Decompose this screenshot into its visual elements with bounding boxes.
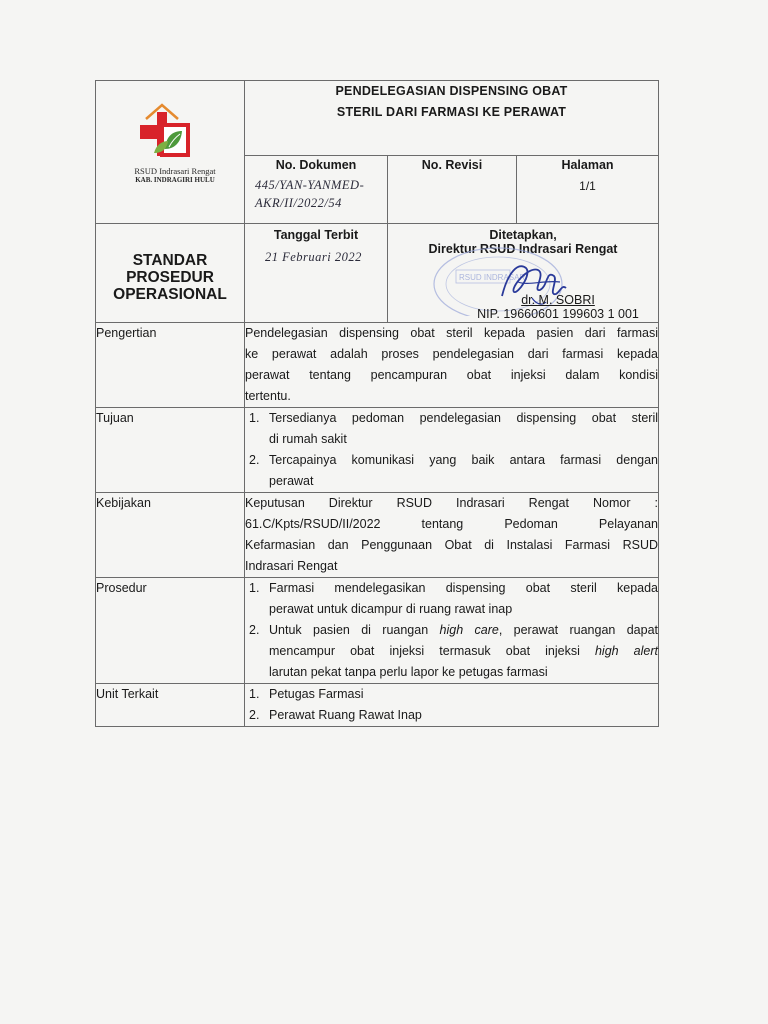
unit-item-1-num: 1.	[249, 687, 260, 701]
director-nip: NIP. 19660601 199603 1 001	[477, 307, 639, 321]
stamp-text: RSUD INDRASARI	[459, 273, 528, 282]
no-dokumen-value-1: 445/YAN-YANMED-	[255, 178, 365, 193]
tujuan-item-1-line-1: Tersedianya pedoman pendelegasian dispensing obat steril	[269, 411, 659, 425]
prosedur-item-2-num: 2.	[249, 623, 260, 637]
list-item	[245, 408, 658, 450]
prosedur-item-2-line-1	[269, 620, 658, 641]
prosedur-item-1-num: 1.	[249, 581, 260, 595]
document-title	[245, 81, 659, 156]
kebijakan-line-2: 61.C/Kpts/RSUD/II/2022 tentang Pedoman Pelayanan	[245, 517, 659, 531]
unit-item-2-text: Perawat Ruang Rawat Inap	[269, 708, 422, 722]
prosedur-item-2-high-care: high care	[439, 623, 499, 637]
tujuan-item-1-line-2: di rumah sakit	[269, 432, 347, 446]
no-revisi-cell	[388, 156, 517, 224]
kebijakan-line-1: Keputusan Direktur RSUD Indrasari Rengat Nomor :	[245, 496, 659, 510]
prosedur-item-2-line-3: larutan pekat tanpa perlu lapor ke petugas farmasi	[269, 665, 548, 679]
hospital-cross-leaf-icon	[116, 97, 234, 157]
list-item	[245, 450, 658, 492]
tanggal-terbit-label: Tanggal Terbit	[273, 228, 359, 242]
sop-line-3: OPERASIONAL	[113, 286, 227, 303]
prosedur-content	[245, 578, 659, 684]
prosedur-item-2-line-2	[269, 641, 658, 662]
hospital-logo	[116, 97, 234, 185]
no-dokumen-cell	[245, 156, 388, 224]
logo-regency-name: KAB. INDRAGIRI HULU	[135, 176, 215, 184]
no-dokumen-label: No. Dokumen	[275, 158, 357, 173]
unit-terkait-content	[245, 684, 659, 727]
tujuan-content	[245, 408, 659, 493]
unit-item-1-text: Petugas Farmasi	[269, 687, 364, 701]
director-title: Direktur RSUD Indrasari Rengat	[428, 242, 618, 256]
title-line-1: PENDELEGASIAN DISPENSING OBAT	[335, 84, 568, 98]
kebijakan-content	[245, 493, 659, 578]
sop-line-1: STANDAR	[132, 252, 208, 269]
no-dokumen-value-2: AKR/II/2022/54	[255, 196, 342, 211]
no-revisi-label: No. Revisi	[421, 158, 483, 173]
title-line-2: STERIL DARI FARMASI KE PERAWAT	[336, 105, 567, 119]
halaman-cell	[517, 156, 659, 224]
ditetapkan-label: Ditetapkan,	[489, 228, 557, 242]
kebijakan-label: Kebijakan	[96, 493, 245, 578]
pengertian-label: Pengertian	[96, 323, 245, 408]
list-item	[245, 684, 658, 705]
tujuan-item-2-line-1: Tercapainya komunikasi yang baik antara farmasi dengan	[269, 453, 659, 467]
list-item	[245, 705, 658, 726]
pengertian-line-3: perawat tentang pencampuran obat injeksi dalam kondisi	[245, 368, 659, 382]
tanggal-terbit-value: 21 Februari 2022	[265, 250, 362, 264]
ditetapkan-cell	[388, 224, 659, 323]
list-item	[245, 578, 658, 620]
pengertian-line-1: Pendelegasian dispensing obat steril kepada pasien dari farmasi	[245, 326, 659, 340]
pengertian-line-2: ke perawat adalah proses pendelegasian dari farmasi kepada	[245, 347, 659, 361]
sop-label-cell	[96, 224, 245, 323]
tanggal-terbit-cell	[245, 224, 388, 323]
prosedur-item-1-line-2: perawat untuk dicampur di ruang rawat inap	[269, 602, 513, 616]
prosedur-item-2-text-c: , perawat ruangan dapat	[498, 623, 658, 637]
prosedur-item-2-text-a: Untuk pasien di ruangan	[269, 623, 440, 637]
director-name: dr. M. SOBRI	[521, 293, 595, 307]
kebijakan-line-4: Indrasari Rengat	[245, 559, 338, 573]
sop-line-2: PROSEDUR	[126, 269, 214, 286]
halaman-value: 1/1	[579, 179, 596, 194]
prosedur-item-2-text-d: mencampur obat injeksi termasuk obat injeksi	[269, 644, 595, 658]
unit-item-2-num: 2.	[249, 708, 260, 722]
kebijakan-line-3: Kefarmasian dan Penggunaan Obat di Instalasi Farmasi RSUD	[245, 538, 659, 552]
tujuan-item-2-line-2: perawat	[269, 474, 314, 488]
logo-hospital-name: RSUD Indrasari Rengat	[134, 166, 216, 176]
prosedur-label: Prosedur	[96, 578, 245, 684]
logo-cell	[96, 81, 245, 224]
unit-terkait-label: Unit Terkait	[96, 684, 245, 727]
tujuan-item-2-num: 2.	[249, 453, 260, 467]
tujuan-item-1-num: 1.	[249, 411, 260, 425]
prosedur-item-1-line-1: Farmasi mendelegasikan dispensing obat steril kepada	[269, 581, 659, 595]
prosedur-item-2-high-alert: high alert	[594, 644, 658, 658]
tujuan-label: Tujuan	[96, 408, 245, 493]
halaman-label: Halaman	[561, 158, 614, 173]
pengertian-content	[245, 323, 659, 408]
list-item	[245, 620, 658, 683]
sop-table	[95, 80, 659, 727]
pengertian-line-4: tertentu.	[245, 389, 291, 403]
